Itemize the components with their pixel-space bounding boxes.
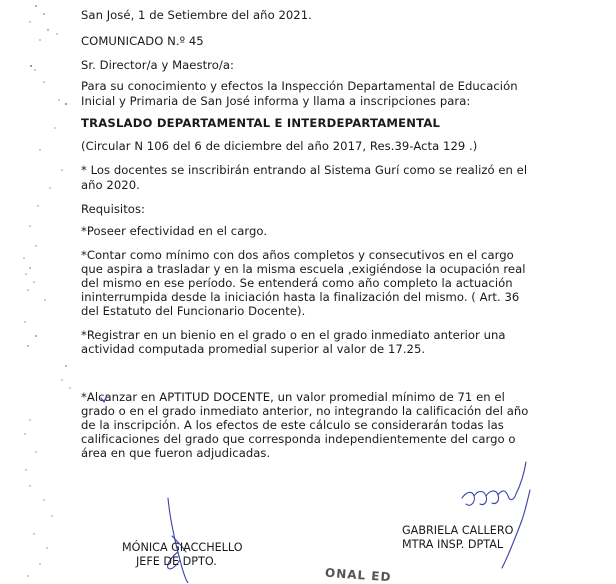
intro-line: Inicial y Primaria de San José informa y llama a inscripciones para: [81,94,471,108]
right-signatory-name: GABRIELA CALLERO [402,524,514,537]
requirement-4-line: calificaciones del grado que corresponda independientemente del cargo o [81,432,516,446]
salutation: Sr. Director/a y Maestro/a: [81,58,234,72]
requirement-2-line: del mismo en ese período. Se entenderá como año completo la actuación [81,276,513,290]
requirement-2-line: *Contar como mínimo con dos años completos y consecutivos en el cargo [81,248,514,262]
requirement-4-line: *Alcanzar en APTITUD DOCENTE, un valor promedial mínimo de 71 en el [81,390,505,404]
date-line: San José, 1 de Setiembre del año 2021. [81,8,312,22]
docentes-note-line: * Los docentes se inscribirán entrando al Sistema Gurí como se realizó en el [81,163,528,177]
requirement-2-line: ininterrumpida desde la iniciación hasta la finalización del mismo. ( Art. 36 [81,290,520,304]
requirement-4-line: de la inscripción. A los efectos de este cálculo se considerarán todas las [81,418,504,432]
docentes-note-line: año 2020. [81,178,140,192]
scan-speckles [0,0,80,583]
right-signatory-role: MTRA INSP. DPTAL [402,538,504,551]
right-signature-stroke [462,491,516,505]
requirement-2-line: del Estatuto del Funcionario Docente). [81,304,306,318]
requirement-3-line: actividad computada promedial superior al valor de 17.25. [81,342,426,356]
page-title: TRASLADO DEPARTAMENTAL E INTERDEPARTAMENTAL [81,116,441,130]
intro-line: Para su conocimiento y efectos la Inspección Departamental de Educación [81,79,518,93]
official-seal-text: ONAL ED [324,565,392,584]
requirement-4-line: grado o en el grado inmediato anterior, no integrando la calificación del año [81,404,529,418]
right-signature-stroke [516,462,526,494]
requirements-heading: Requisitos: [81,202,145,216]
requirement-3-line: *Registrar en un bienio en el grado o en el grado inmediato anterior una [81,328,506,342]
left-signatory-name: MÓNICA GIACCHELLO [122,541,243,554]
communique-number: COMUNICADO N.º 45 [81,34,204,48]
requirement-2-line: que aspira a trasladar y en la misma escuela ,exigiéndose la ocupación real [81,262,526,276]
left-signatory-role: JEFE DE DPTO. [136,555,217,568]
requirement-4-line: área en que fueron adjudicadas. [81,446,271,460]
requirement-1: *Poseer efectividad en el cargo. [81,224,268,238]
circular-reference: (Circular N 106 del 6 de diciembre del año 2017, Res.39-Acta 129 .) [81,139,478,153]
